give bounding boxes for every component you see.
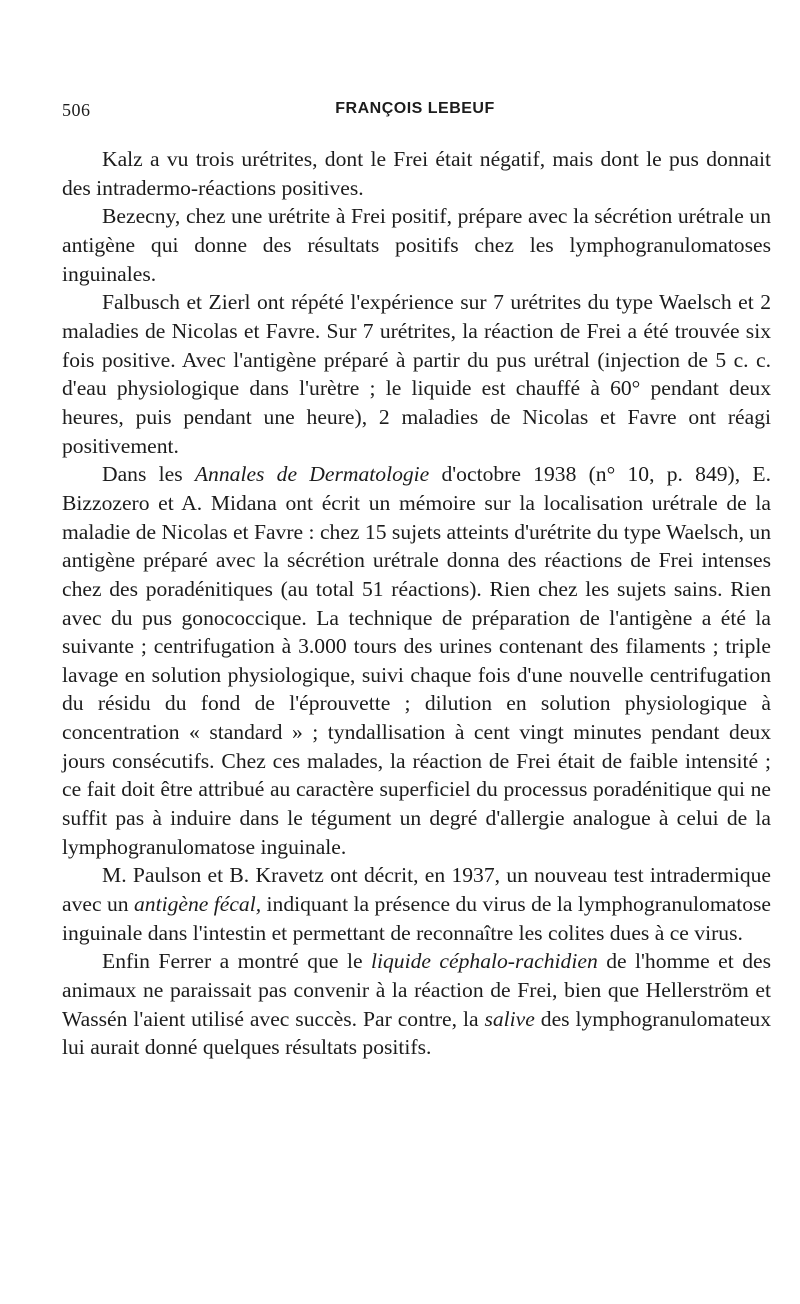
page-number: 506 [62, 100, 91, 120]
paragraph-text: de l'homme et des animaux ne paraissait pas convenir à la réaction de Frei, bien que Hellerström et Wassén l'aient utilisé avec succès. Par contre, la [62, 949, 771, 1031]
paragraph-text: Enfin Ferrer a montré que le [102, 949, 371, 974]
paragraph-text: des lymphogranulomateux lui aurait donné quelques résultats positifs. [62, 1006, 771, 1060]
italic-term: liquide céphalo-rachidien [371, 949, 598, 974]
running-title: FRANÇOIS LEBEUF [335, 100, 495, 117]
paragraph-text: M. Paulson et B. Kravetz ont décrit, en 1937, un nouveau test intradermique avec un [62, 863, 771, 917]
paragraph-bezecny: Bezecny, chez une urétrite à Frei positif, prépare avec la sécrétion urétrale un antigène qui donne des résultats positifs chez les lymphogranulomatoses inguinales. [62, 204, 771, 286]
italic-term: antigène fécal, [133, 892, 262, 917]
journal-title: Annales de Dermatologie [194, 462, 430, 487]
paragraph-kalz: Kalz a vu trois urétrites, dont le Frei était négatif, mais dont le pus donnait des intradermo-réactions positives. [62, 147, 771, 200]
paragraph-falbusch-zierl: Falbusch et Zierl ont répété l'expérience sur 7 urétrites du type Waelsch et 2 maladies de Nicolas et Favre. Sur 7 urétrites, la réaction de Frei a été trouvée six fois positive. Avec l'antigène préparé à partir du pus urétral (injection de 5 c. c. d'eau physiologique dans l'urètre ; le liquide est chauffé à 60° pendant deux heures, puis pendant une heure), 2 maladies de Nicolas et Favre ont réagi positivement. [62, 290, 771, 458]
paragraph-bizzozero-midana [62, 460, 771, 861]
paragraph-text: Dans les [102, 462, 195, 487]
body-text [62, 145, 771, 1062]
paragraph-text: d'octobre 1938 (n° 10, p. 849), E. Bizzozero et A. Midana ont écrit un mémoire sur la localisation urétrale de la maladie de Nicolas et Favre : chez 15 sujets atteints d'urétrite du type Waelsch, un antigène préparé avec la sécrétion urétrale donna des réactions de Frei intenses chez des poradénitiques (au total 51 réactions). Rien chez les sujets sains. Rien avec du pus gonococcique. La technique de préparation de l'antigène a été la suivante ; centrifugation à 3.000 tours des urines contenant des filaments ; triple lavage en solution physiologique, suivi chaque fois d'une nouvelle centrifugation du résidu du fond de l'éprouvette ; dilution en solution physiologique à concentration « standard » ; tyndallisation à cent vingt minutes pendant deux jours consécutifs. Chez ces malades, la réaction de Frei était de faible intensité ; ce fait doit être attribué au caractère superficiel du processus poradénitique qui ne suffit pas à induire dans le tégument un degré d'allergie analogue à celui de la lymphogranulomatose inguinale. [62, 462, 771, 859]
italic-term: salive [484, 1006, 535, 1031]
paragraph-text: indiquant la présence du virus de la lymphogranulomatose inguinale dans l'intestin et permettant de reconnaître les colites dues à ce virus. [62, 892, 771, 945]
paragraph-paulson-kravetz [62, 861, 771, 947]
paragraph-ferrer [62, 947, 771, 1062]
running-head [62, 100, 768, 130]
